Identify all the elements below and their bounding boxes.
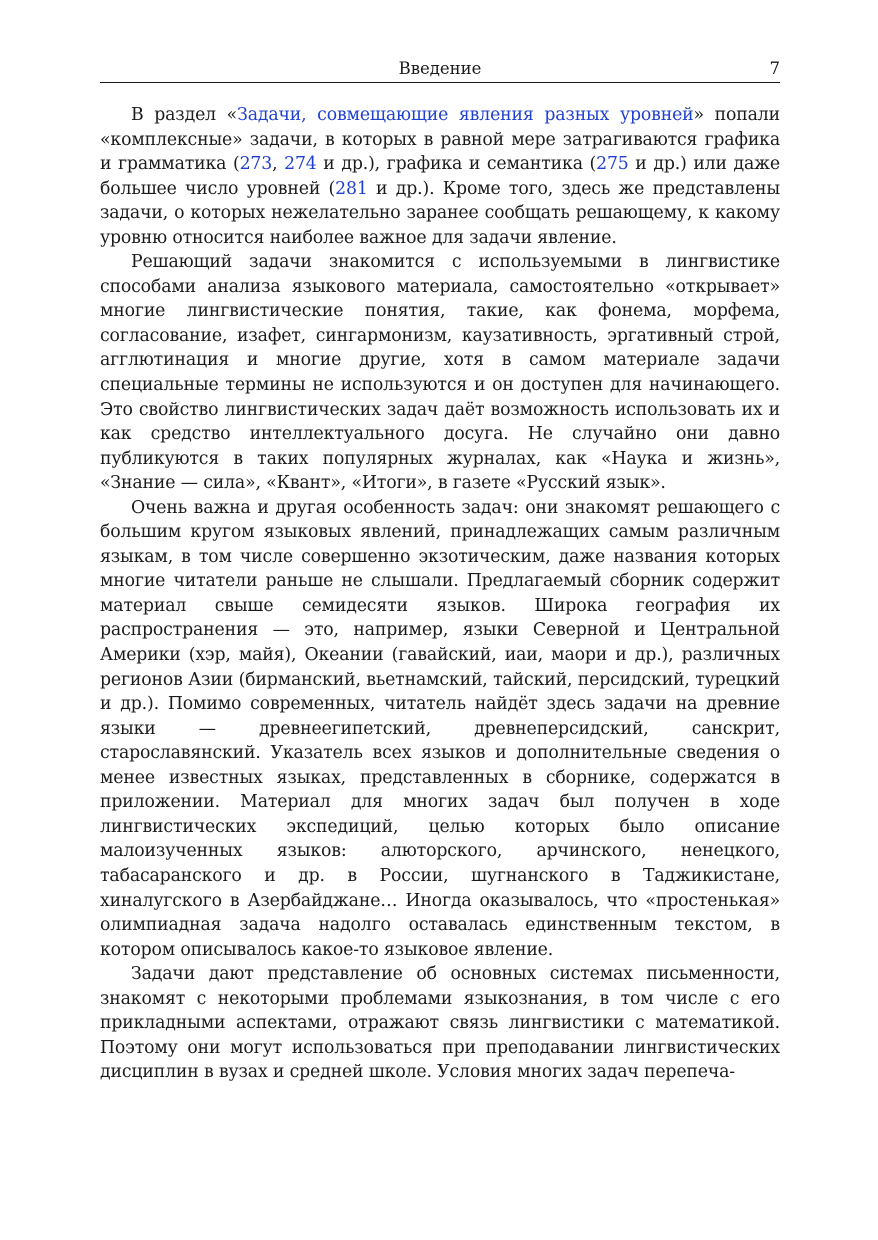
paragraph-3: Очень важна и другая особенность задач: они знакомят решающего с большим кругом языковых явлений, принадлежащих самым различным языкам, в том числе совершенно экзотическим, даже названия которых многие читатели раньше не слышали. Предлагаемый сборник содержит материал свыше семидесяти языков. Широка география их распространения — это, например, языки Северной и Центральной Америки (хэр, майя), Океании (гавайский, иаи, маори и др.), различных регионов Азии (бирманский, вьетнамский, тайский, персидский, турецкий и др.). Помимо современных, читатель найдёт здесь задачи на древние языки — древнеегипетский, древнеперсидский, санскрит, старославянский. Указатель всех языков и дополнительные сведения о менее известных языках, представленных в сборнике, содержатся в приложении. Материал для многих задач был получен в ходе лингвистических экспедиций, целью которых было описание малоизученных языков: алюторского, арчинского, ненецкого, табасаранского и др. в России, шугнанского в Таджикистане, хиналугского в Азербайджане… Иногда оказывалось, что «простенькая» олимпиадная задача надолго оставалась единственным текстом, в котором описывалось какое-то языковое явление. bbox=[100, 497, 780, 960]
body-text bbox=[100, 103, 780, 1085]
text-run: » попали «комплексные» задачи, в которых в равной мере затрагиваются графика и грамматика ( bbox=[100, 105, 780, 175]
paragraph-2: Решающий задачи знакомится с используемыми в лингвистике способами анализа языкового материала, самостоятельно «открывает» многие лингвистические понятия, такие, как фонема, морфема, согласование, изафет, сингармонизм, каузативность, эргативный строй, агглютинация и многие другие, хотя в самом материале задачи специальные термины не используются и он доступен для начинающего. Это свойство лингвистических задач даёт возможность использовать их и как средство интеллектуального досуга. Не случайно они давно публикуются в таких популярных журналах, как «Наука и жизнь», «Знание — сила», «Квант», «Итоги», в газете «Русский язык». bbox=[100, 252, 780, 494]
running-header bbox=[100, 57, 780, 81]
paragraph-1 bbox=[100, 103, 780, 250]
problem-link-281[interactable]: 281 bbox=[335, 178, 368, 199]
text-run: и др.), графика и семантика ( bbox=[316, 154, 597, 175]
problem-link-273[interactable]: 273 bbox=[239, 154, 273, 175]
header-rule bbox=[100, 82, 780, 83]
page-number: 7 bbox=[769, 59, 780, 78]
text-run: и др.). Кроме того, здесь же представлены задачи, о которых нежелательно заранее сообщать решающему, к какому уровню относится наиболее важное для задачи явление. bbox=[100, 178, 780, 248]
paragraph-4: Задачи дают представление об основных системах письменности, знакомят с некоторыми проблемами языкознания, в том числе с его прикладными аспектами, отражают связь лингвистики с математикой. Поэтому они могут использоваться при преподавании лингвистических дисциплин в вузах и средней школе. Условия многих задач перепеча- bbox=[100, 964, 780, 1083]
text-run: , bbox=[272, 154, 285, 175]
text-run: и др.) или даже большее число уровней ( bbox=[100, 154, 781, 199]
text-run: В раздел « bbox=[131, 105, 238, 125]
chapter-title: Введение bbox=[398, 59, 482, 78]
problem-link-275[interactable]: 275 bbox=[596, 154, 629, 175]
problem-link-274[interactable]: 274 bbox=[284, 154, 317, 175]
book-page bbox=[100, 57, 780, 1085]
section-link[interactable]: Задачи, совмещающие явления разных уровней bbox=[237, 105, 694, 125]
